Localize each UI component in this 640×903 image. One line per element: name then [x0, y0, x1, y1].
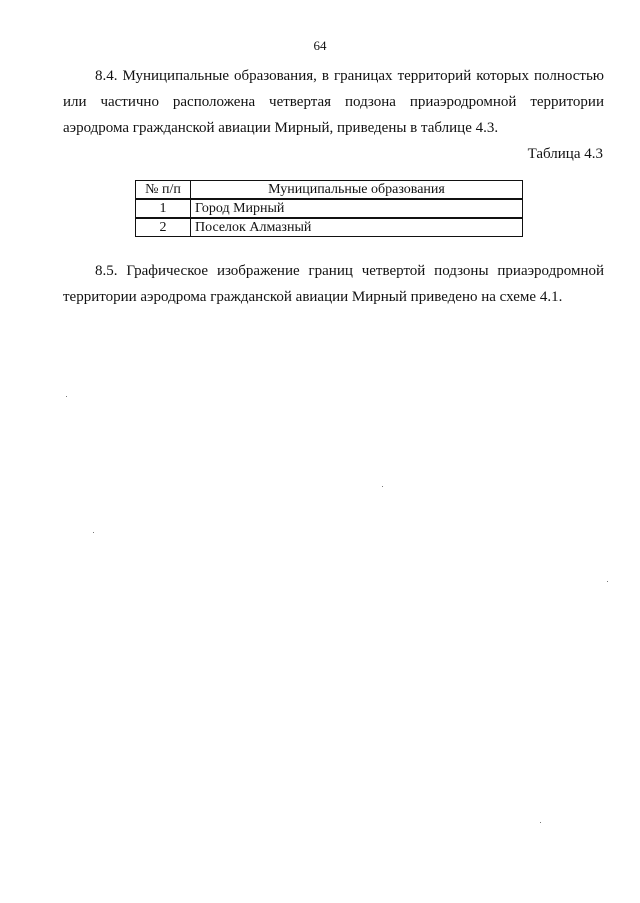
paragraph-8-5: 8.5. Графическое изображение границ четвертой подзоны приаэродромной территории аэродрома гражданской авиации Мирный приведено на схеме 4.1.: [63, 263, 604, 305]
column-header-number: № п/п: [136, 181, 191, 200]
column-header-municipality: Муниципальные образования: [191, 181, 523, 200]
municipalities-table: [135, 180, 523, 237]
scan-speck: [93, 532, 94, 533]
table-caption: Таблица 4.3: [527, 146, 603, 162]
scan-speck: [66, 396, 67, 397]
page-number: 64: [313, 38, 327, 53]
municipality-cell: Поселок Алмазный: [191, 218, 523, 237]
table-header-row: [136, 181, 523, 200]
scan-speck: [607, 581, 608, 582]
municipality-cell: Город Мирный: [191, 199, 523, 218]
row-number-cell: 1: [136, 199, 191, 218]
scan-speck: [382, 486, 383, 487]
table-row: [136, 199, 523, 218]
paragraph-8-4: 8.4. Муниципальные образования, в границах территорий которых полностью или частично расположена четвертая подзона приаэродромной территории аэродрома гражданской авиации Мирный, приведены в таблице 4.3.: [63, 68, 604, 136]
table-row: [136, 218, 523, 237]
scan-speck: [540, 822, 541, 823]
row-number-cell: 2: [136, 218, 191, 237]
